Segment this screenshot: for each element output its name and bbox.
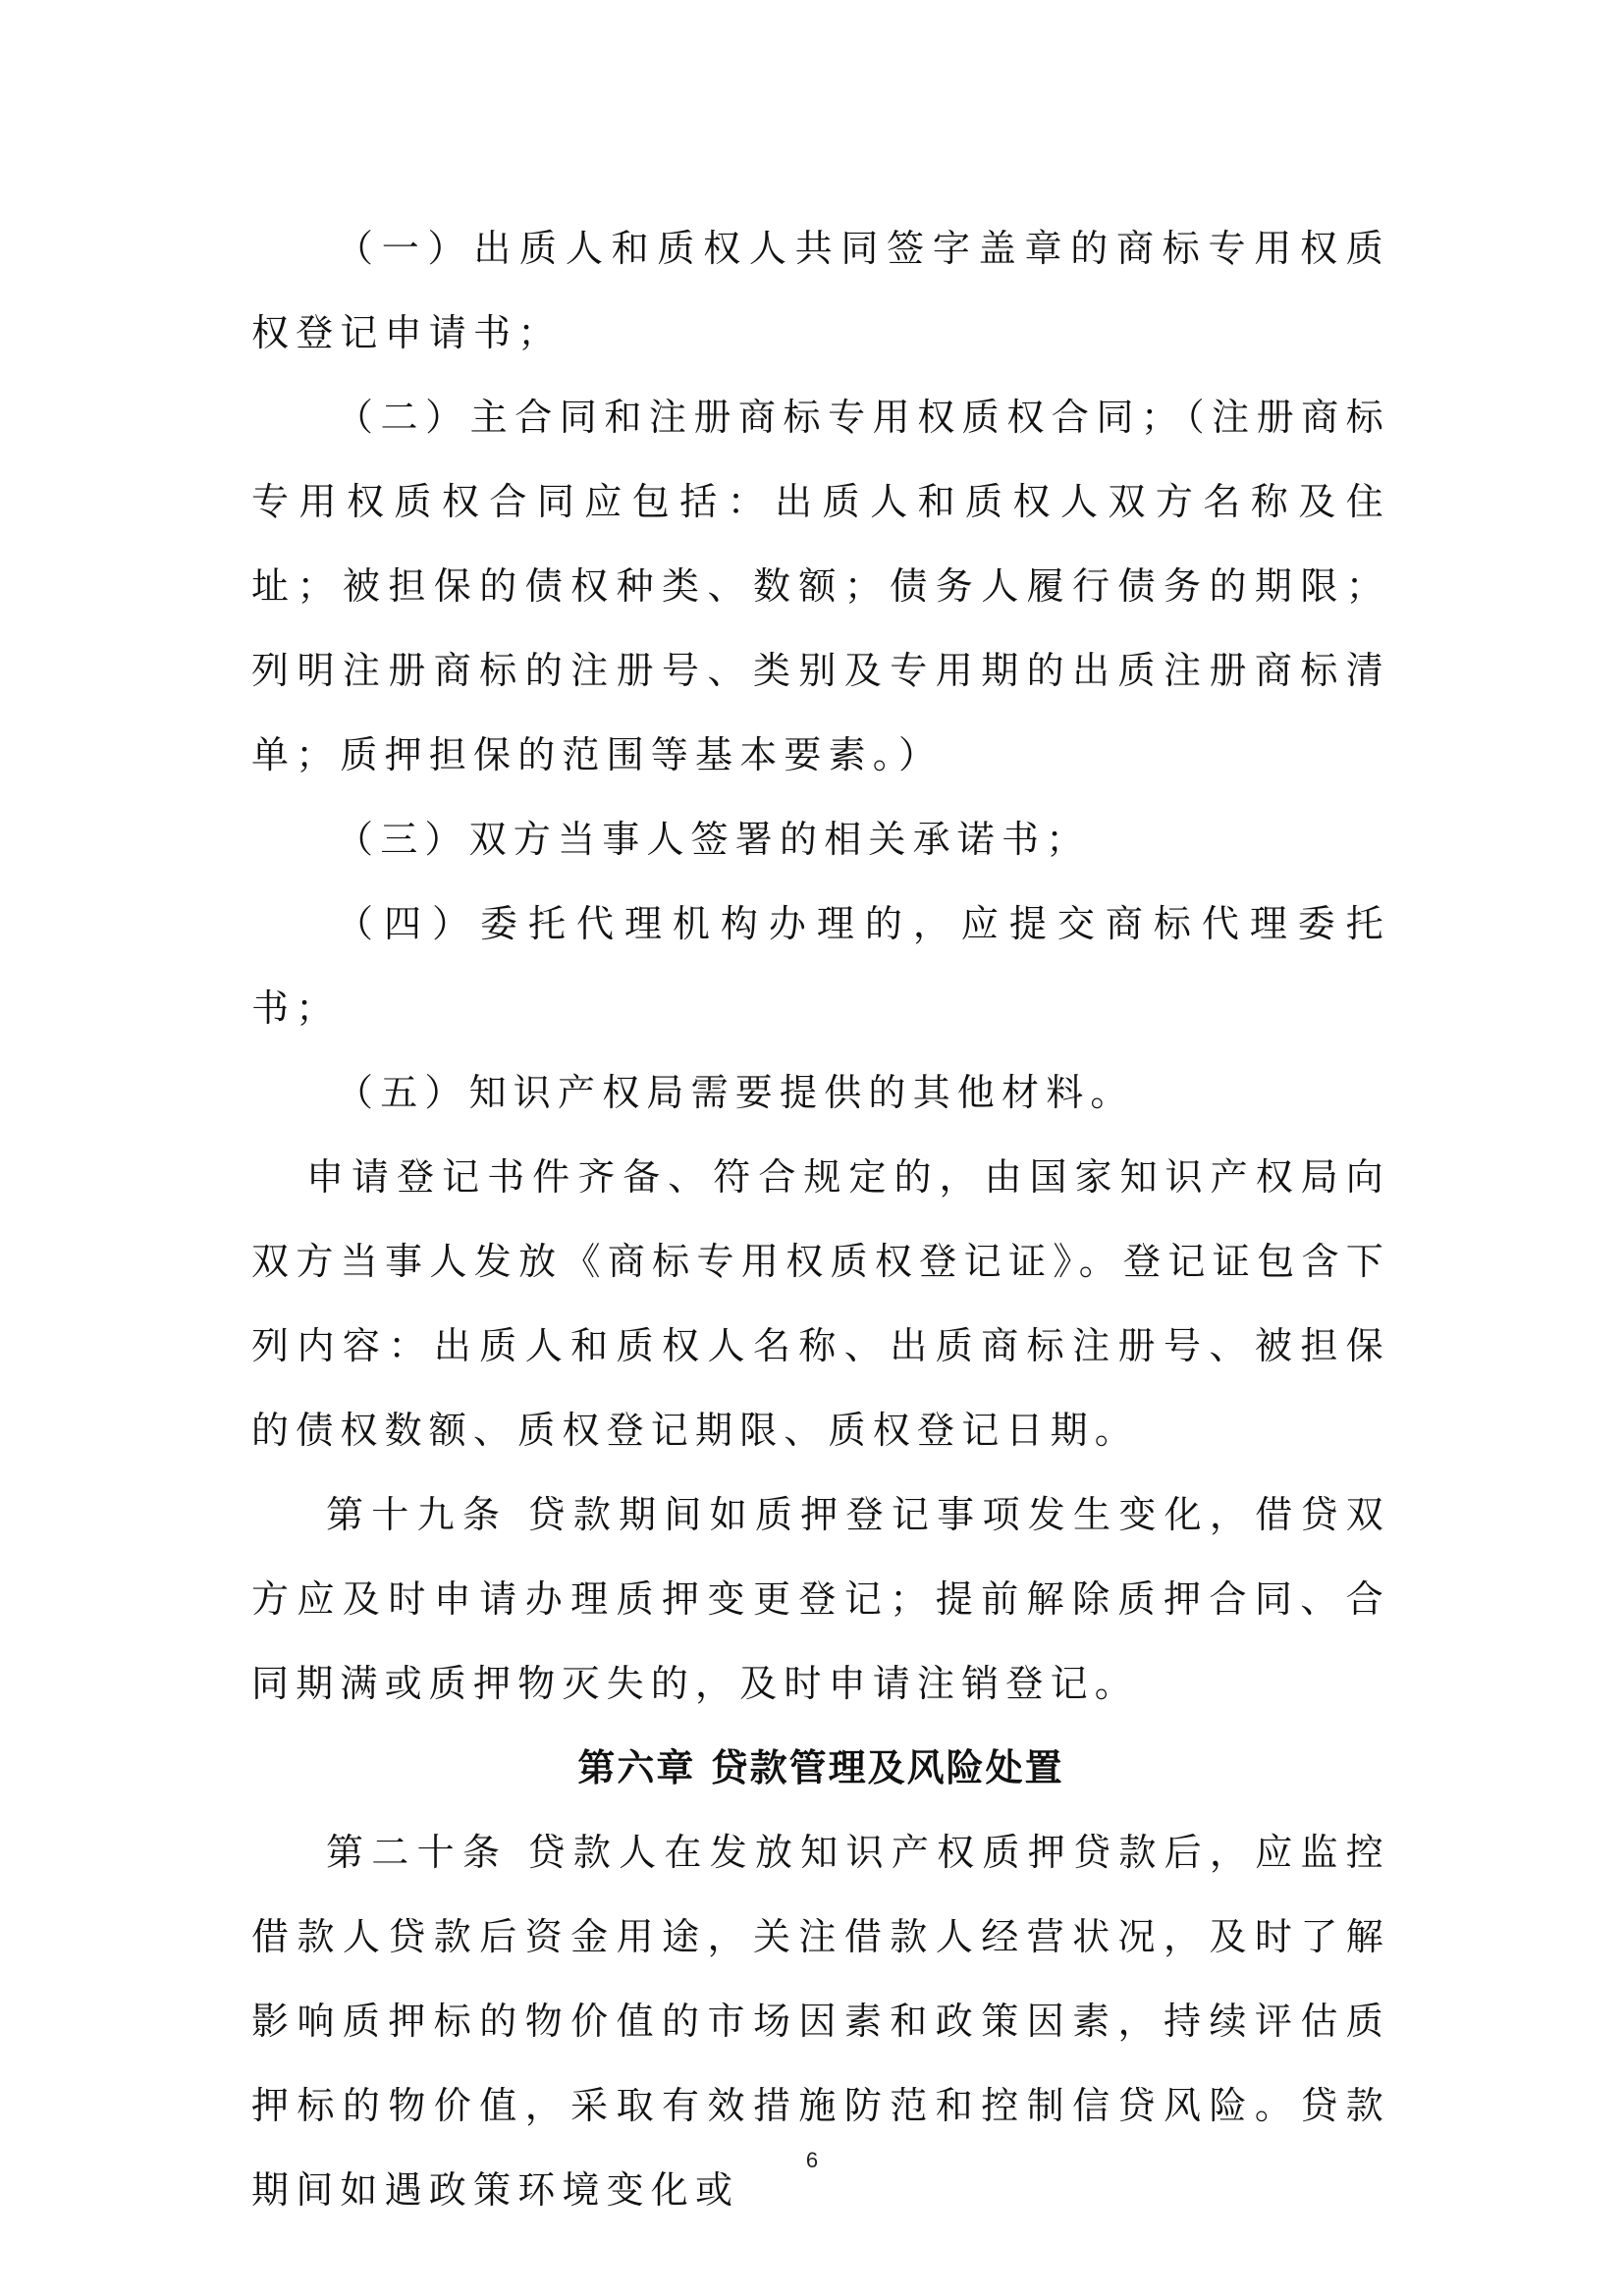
paragraph-item-4: （四）委托代理机构办理的，应提交商标代理委托书； <box>251 902 1390 1030</box>
paragraph-item-1: （一）出质人和质权人共同签字盖章的商标专用权质权登记申请书； <box>251 227 1390 354</box>
paragraph-item-5: （五）知识产权局需要提供的其他材料。 <box>336 1071 1135 1114</box>
paragraph-item-2: （二）主合同和注册商标专用权质权合同；（注册商标专用权质权合同应包括：出质人和质权人双方名称及住址；被担保的债权种类、数额；债务人履行债务的期限；列明注册商标的注册号、类别及专用期的出质注册商标清单；质押担保的范围等基本要素。） <box>251 396 1390 776</box>
document-body <box>251 206 1390 2232</box>
paragraph-article-20: 第二十条 贷款人在发放知识产权质押贷款后，应监控借款人贷款后资金用途，关注借款人经营状况，及时了解影响质押标的物价值的市场因素和政策因素，持续评估质押标的物价值，采取有效措施防范和控制信贷风险。贷款期间如遇政策环境变化或 <box>251 1831 1390 2212</box>
chapter-heading: 第六章 贷款管理及风险处置 <box>577 1746 1064 1789</box>
page-number: 6 <box>805 2148 819 2172</box>
paragraph-article-19: 第十九条 贷款期间如质押登记事项发生变化，借贷双方应及时申请办理质押变更登记；提前解除质押合同、合同期满或质押物灭失的，及时申请注销登记。 <box>251 1493 1390 1705</box>
paragraph-registration-certificate: 申请登记书件齐备、符合规定的，由国家知识产权局向双方当事人发放《商标专用权质权登记证》。登记证包含下列内容：出质人和质权人名称、出质商标注册号、被担保的债权数额、质权登记期限、质权登记日期。 <box>251 1155 1390 1452</box>
paragraph-item-3: （三）双方当事人签署的相关承诺书； <box>336 818 1091 861</box>
